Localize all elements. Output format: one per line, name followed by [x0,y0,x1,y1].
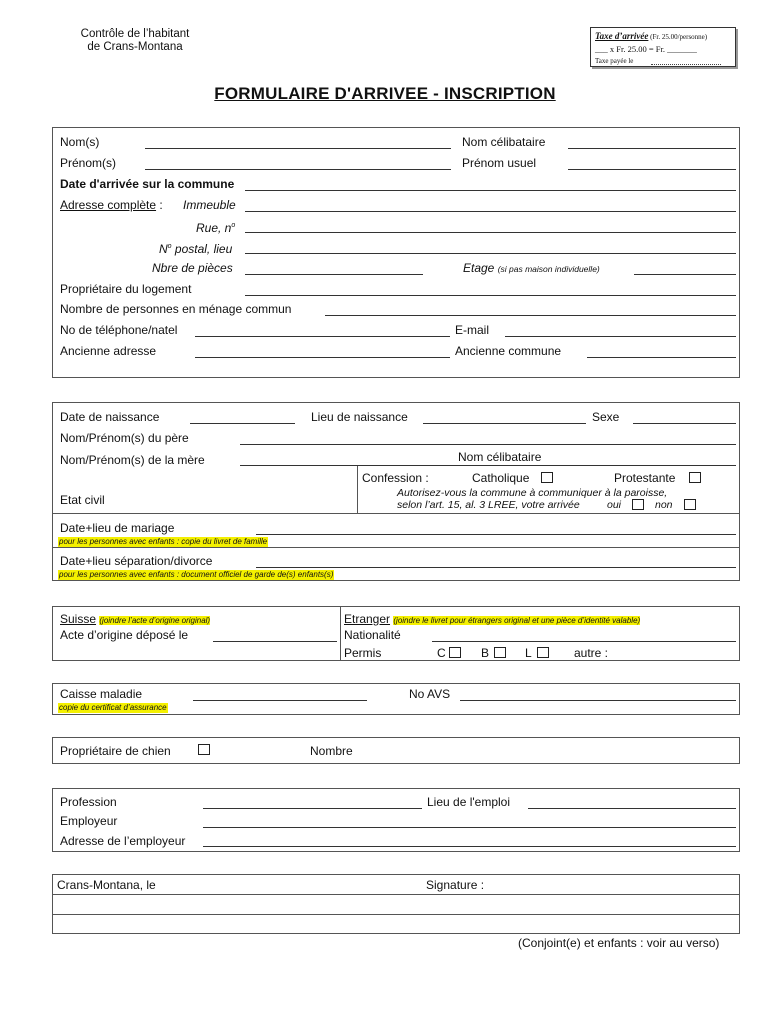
label-protestante: Protestante [614,471,676,485]
label-date-naissance: Date de naissance [60,410,160,424]
issuer-line-1: Contrôle de l’habitant [80,28,190,40]
field-etage[interactable] [634,274,736,275]
label-permis-l: L [525,646,532,660]
label-chien: Propriétaire de chien [60,744,171,758]
tax-calculation: ___ x Fr. 25.00 = Fr. _______ [595,44,697,54]
note-etranger: (joindre le livret pour étrangers original et une pièce d’identité valable) [393,616,641,625]
label-sexe: Sexe [592,410,620,424]
paroisse-question-2: selon l’art. 15, al. 3 LREE, votre arrivée [397,499,580,511]
form-title: FORMULAIRE D'ARRIVEE - INSCRIPTION [214,84,556,103]
label-etage-note: (si pas maison individuelle) [497,264,600,274]
label-prenom: Prénom(s) [60,156,117,170]
checkbox-oui[interactable] [632,499,644,510]
checkbox-permis-l[interactable] [537,647,549,658]
label-ancienne-commune: Ancienne commune [455,344,562,358]
label-lieu-naissance: Lieu de naissance [311,410,408,424]
label-acte-origine: Acte d’origine déposé le [60,628,189,642]
field-separation[interactable] [256,567,736,568]
signature-row-divider-1 [53,894,739,895]
footer-verso-note: (Conjoint(e) et enfants : voir au verso) [518,936,720,950]
label-adresse-complete: Adresse complète [60,198,157,212]
field-proprietaire[interactable] [245,295,736,296]
field-employeur[interactable] [203,827,736,828]
label-etat-civil: Etat civil [60,493,105,507]
label-etage: Etage [463,261,495,275]
field-prenom[interactable] [145,169,451,170]
label-npa-prefix: N [159,242,168,256]
label-date-arrivee: Date d'arrivée sur la commune [60,177,235,191]
field-mariage[interactable] [256,534,736,535]
label-lieu-date: Crans-Montana, le [57,878,156,892]
label-employeur: Employeur [60,814,118,828]
field-adresse-employeur[interactable] [203,846,736,847]
field-prenom-usuel[interactable] [568,169,736,170]
label-npa: postal, lieu [171,242,233,256]
tax-paid-date-field[interactable] [651,64,721,65]
field-avs[interactable] [460,700,736,701]
label-ancienne-adresse: Ancienne adresse [60,344,157,358]
field-nom-celibataire[interactable] [568,148,736,149]
origin-divider [340,606,341,661]
label-permis: Permis [344,646,382,660]
field-ancienne-adresse[interactable] [195,357,450,358]
checkbox-non[interactable] [684,499,696,510]
divider-etat-civil [53,513,739,514]
checkbox-protestante[interactable] [689,472,701,483]
label-lieu-emploi: Lieu de l'emploi [427,795,511,809]
tax-paid-label: Taxe payée le [595,57,634,65]
label-avs: No AVS [409,687,451,701]
label-nombre-chiens: Nombre [310,744,353,758]
field-caisse-maladie[interactable] [193,700,367,701]
field-rue[interactable] [245,232,736,233]
field-date-arrivee[interactable] [245,190,736,191]
label-suisse: Suisse [60,612,97,626]
label-npa-sup: o [167,243,172,250]
tax-label: Taxe d’arrivée [595,31,649,41]
confession-divider [357,466,358,513]
checkbox-chien[interactable] [198,744,210,755]
note-separation: pour les personnes avec enfants : document officiel de garde de(s) enfants(s) [59,570,334,579]
field-npa-lieu[interactable] [245,253,736,254]
label-permis-c: C [437,646,446,660]
field-pere[interactable] [240,444,736,445]
label-permis-b: B [481,646,490,660]
issuer-line-2: de Crans-Montana [87,41,183,53]
label-prenom-usuel: Prénom usuel [462,156,537,170]
label-proprietaire: Propriétaire du logement [60,282,192,296]
label-pere: Nom/Prénom(s) du père [60,431,189,445]
label-profession: Profession [60,795,117,809]
label-adresse-colon: : [159,198,163,212]
label-email: E-mail [455,323,490,337]
label-mere-nom-celibataire: Nom célibataire [458,450,542,464]
label-mariage: Date+lieu de mariage [60,521,175,535]
field-sexe[interactable] [633,423,736,424]
label-nb-personnes: Nombre de personnes en ménage commun [60,302,292,316]
field-mere[interactable] [240,465,736,466]
field-nom[interactable] [145,148,451,149]
field-nb-personnes[interactable] [325,315,736,316]
label-separation: Date+lieu séparation/divorce [60,554,213,568]
label-signature: Signature : [426,878,485,892]
label-rue-sup: o [231,222,236,229]
label-caisse-maladie: Caisse maladie [60,687,143,701]
field-email[interactable] [505,336,736,337]
note-suisse: (joindre l’acte d’origine original) [99,616,211,625]
label-etranger: Etranger [344,612,391,626]
field-telephone[interactable] [195,336,450,337]
tax-rate-note: (Fr. 25.00/personne) [650,33,708,41]
note-mariage: pour les personnes avec enfants : copie du livret de famille [59,537,268,546]
signature-row-divider-2 [53,914,739,915]
label-nbre-pieces: Nbre de pièces [152,261,233,275]
label-oui: oui [607,499,622,511]
checkbox-permis-c[interactable] [449,647,461,658]
divider-mariage [53,547,739,548]
checkbox-permis-b[interactable] [494,647,506,658]
label-immeuble: Immeuble [183,198,236,212]
field-nationalite[interactable] [432,641,736,642]
label-telephone: No de téléphone/natel [60,323,178,337]
checkbox-catholique[interactable] [541,472,553,483]
field-date-naissance[interactable] [190,423,295,424]
label-nationalite: Nationalité [344,628,401,642]
label-mere: Nom/Prénom(s) de la mère [60,453,205,467]
issuer-office [40,28,230,54]
field-immeuble[interactable] [245,211,736,212]
field-acte-origine[interactable] [213,641,337,642]
label-nom-celibataire: Nom célibataire [462,135,546,149]
label-rue: Rue, n [196,221,232,235]
label-non: non [655,499,673,511]
field-nbre-pieces[interactable] [245,274,423,275]
label-permis-autre: autre : [574,646,609,660]
paroisse-question-1: Autorisez-vous la commune à communiquer à la paroisse, [397,487,668,499]
label-nom: Nom(s) [60,135,100,149]
arrival-tax-box [590,27,736,67]
label-catholique: Catholique [472,471,530,485]
field-lieu-naissance[interactable] [423,423,586,424]
field-ancienne-commune[interactable] [587,357,736,358]
label-confession: Confession : [362,471,429,485]
field-profession[interactable] [203,808,422,809]
label-adresse-employeur: Adresse de l’employeur [60,834,186,848]
field-lieu-emploi[interactable] [528,808,736,809]
note-caisse: copie du certificat d’assurance [59,703,167,712]
